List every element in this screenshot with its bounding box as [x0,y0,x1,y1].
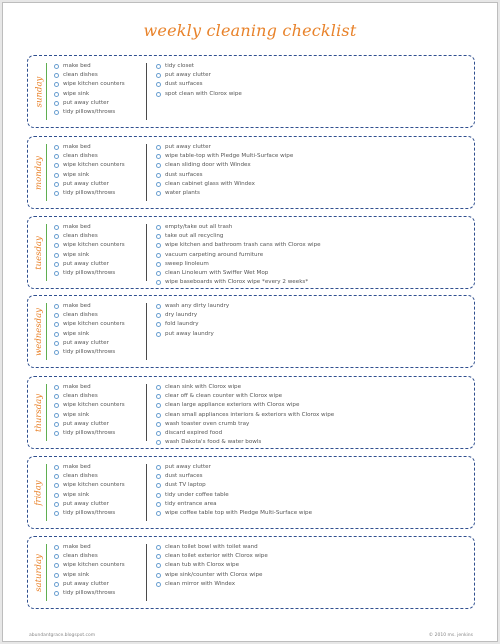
checkbox-circle-icon[interactable] [54,341,59,346]
task-text: wash any dirty laundry [165,303,230,309]
page-title: weekly cleaning checklist [143,21,357,40]
checkbox-circle-icon[interactable] [54,322,59,327]
task-text: wipe sink [63,491,90,498]
task-text: take out all recycling [165,233,224,240]
task-text: water plants [165,189,200,196]
checklist-item[interactable] [156,438,466,447]
checkbox-circle-icon[interactable] [54,234,59,239]
checklist-item[interactable] [156,260,466,269]
checkbox-circle-icon[interactable] [156,163,161,168]
checkbox-circle-icon[interactable] [54,182,59,187]
task-text: wipe kitchen counters [63,81,125,88]
checklist-item[interactable] [54,241,142,250]
checkbox-circle-icon[interactable] [156,73,161,78]
checkbox-circle-icon[interactable] [156,253,161,258]
checkbox-circle-icon[interactable] [54,101,59,106]
task-text: clean cabinet glass with Windex [165,180,255,187]
checkbox-circle-icon[interactable] [156,322,161,327]
checkbox-circle-icon[interactable] [54,304,59,309]
column-divider [146,144,147,201]
divider-line [46,224,47,281]
checklist-item[interactable] [156,500,466,509]
checklist-item[interactable] [54,161,142,170]
checklist-item[interactable] [156,241,466,250]
checkbox-circle-icon[interactable] [156,280,161,285]
daily-task-list [54,543,142,598]
divider-line [46,63,47,120]
checklist-item[interactable] [156,80,466,89]
checklist-item[interactable] [54,491,142,500]
checkbox-circle-icon[interactable] [156,243,161,248]
checkbox-circle-icon[interactable] [54,474,59,479]
checklist-item[interactable] [156,420,466,429]
task-text: clean dishes [63,312,98,319]
task-text: wipe sink [63,411,90,418]
checkbox-circle-icon[interactable] [156,191,161,196]
checklist-item[interactable] [54,80,142,89]
task-text: sweep linoleum [165,260,209,267]
task-text: clean dishes [63,473,98,480]
task-text: clean dishes [63,393,98,400]
checkbox-circle-icon[interactable] [54,582,59,587]
checklist-item[interactable] [156,401,466,410]
day-task-list [156,62,466,99]
checkbox-circle-icon[interactable] [54,431,59,436]
daily-task-list [54,302,142,357]
divider-line [46,464,47,521]
checklist-item[interactable] [54,348,142,357]
checklist-item[interactable] [54,320,142,329]
divider-line [46,384,47,441]
checklist-item[interactable] [54,481,142,490]
task-text: clean sliding door with Windex [165,162,251,169]
checklist-item[interactable] [156,62,466,71]
checkbox-circle-icon[interactable] [156,493,161,498]
day-section-monday [27,136,475,209]
task-text: put away clutter [165,72,211,79]
checkbox-circle-icon[interactable] [156,545,161,550]
task-text: put away clutter [165,144,211,150]
task-text: put away clutter [63,99,109,106]
checklist-item[interactable] [54,392,142,401]
checklist-item[interactable] [156,302,466,311]
checklist-item[interactable] [54,223,142,232]
task-text: wipe kitchen counters [63,242,125,249]
task-text: wipe table-top with Pledge Multi-Surface wipe [165,153,294,160]
task-text: dust surfaces [165,473,203,480]
checklist-item[interactable] [156,143,466,152]
checklist-item[interactable] [156,269,466,278]
checklist-item[interactable] [54,543,142,552]
day-name: thursday [34,393,45,432]
checkbox-circle-icon[interactable] [54,173,59,178]
checklist-item[interactable] [54,171,142,180]
task-text: fold laundry [165,321,199,328]
checkbox-circle-icon[interactable] [156,474,161,479]
task-text: dry laundry [165,312,198,319]
task-text: clean small appliances interiors & exteriors with Clorox wipe [165,411,335,418]
checklist-item[interactable] [156,152,466,161]
checkbox-circle-icon[interactable] [54,262,59,267]
checkbox-circle-icon[interactable] [156,385,161,390]
checklist-item[interactable] [54,180,142,189]
task-text: put away clutter [165,464,211,470]
checklist-item[interactable] [156,171,466,180]
task-text: clean dishes [63,72,98,79]
checklist-item[interactable] [54,302,142,311]
checklist-item[interactable] [54,90,142,99]
checklist-item[interactable] [156,189,466,198]
checklist-item[interactable] [156,251,466,260]
task-text: clean sink with Clorox wipe [165,384,242,390]
checklist-item[interactable] [54,429,142,438]
task-text: make bed [63,224,91,230]
task-text: wipe coffee table top with Pledge Multi-Surface wipe [165,509,313,516]
checkbox-circle-icon[interactable] [156,403,161,408]
checkbox-circle-icon[interactable] [54,191,59,196]
checkbox-circle-icon[interactable] [156,304,161,309]
task-text: clean large appliance exteriors with Clorox wipe [165,402,300,409]
checkbox-circle-icon[interactable] [156,582,161,587]
checklist-item[interactable] [54,62,142,71]
column-divider [146,303,147,360]
checkbox-circle-icon[interactable] [54,154,59,159]
day-name: saturday [34,553,45,592]
divider-line [46,144,47,201]
checklist-item[interactable] [156,383,466,392]
checklist-item[interactable] [54,411,142,420]
checklist-item[interactable] [54,571,142,580]
checklist-item[interactable] [54,143,142,152]
task-text: wipe kitchen counters [63,562,125,569]
checklist-item[interactable] [156,472,466,481]
checklist-item[interactable] [54,269,142,278]
task-text: clean Linoleum with Swiffer Wet Mop [165,269,269,276]
checkbox-circle-icon[interactable] [156,313,161,318]
day-task-list [156,143,466,198]
day-section-wednesday [27,295,475,368]
checkbox-circle-icon[interactable] [54,145,59,150]
task-text: vacuum carpeting around furniture [165,251,264,258]
checkbox-circle-icon[interactable] [54,403,59,408]
task-text: put away clutter [63,580,109,587]
checklist-item[interactable] [156,509,466,518]
checklist-page [2,2,498,642]
task-text: clean tub with Clorox wipe [165,562,240,569]
task-text: tidy pillows/throws [63,189,116,196]
checklist-item[interactable] [156,320,466,329]
task-text: wash Dakota's food & water bowls [165,439,262,446]
checklist-item[interactable] [54,311,142,320]
task-text: put away clutter [63,339,109,346]
checkbox-circle-icon[interactable] [156,64,161,69]
checklist-item[interactable] [54,580,142,589]
checklist-item[interactable] [156,561,466,570]
task-text: clean toilet bowl with toilet wand [165,544,258,550]
checkbox-circle-icon[interactable] [156,332,161,337]
checkbox-circle-icon[interactable] [156,173,161,178]
divider-line [46,544,47,601]
column-divider [146,224,147,281]
task-text: tidy pillows/throws [63,108,116,115]
checkbox-circle-icon[interactable] [54,591,59,596]
column-divider [146,384,147,441]
task-text: make bed [63,63,91,69]
checkbox-circle-icon[interactable] [156,271,161,276]
task-text: put away laundry [165,330,214,337]
checkbox-circle-icon[interactable] [54,465,59,470]
checklist-item[interactable] [54,552,142,561]
task-text: clean dishes [63,153,98,160]
checkbox-circle-icon[interactable] [156,511,161,516]
task-text: clean mirror with Windex [165,580,236,587]
checkbox-circle-icon[interactable] [156,262,161,267]
task-text: tidy entrance area [165,500,217,507]
task-text: wipe kitchen counters [63,402,125,409]
day-section-saturday [27,536,475,609]
day-name: tuesday [34,235,44,270]
checkbox-circle-icon[interactable] [54,422,59,427]
checklist-item[interactable] [54,420,142,429]
checkbox-circle-icon[interactable] [156,182,161,187]
checkbox-circle-icon[interactable] [54,554,59,559]
task-text: put away clutter [63,260,109,267]
task-text: tidy pillows/throws [63,589,116,596]
checkbox-circle-icon[interactable] [156,154,161,159]
checklist-item[interactable] [156,223,466,232]
checklist-item[interactable] [156,180,466,189]
checkbox-circle-icon[interactable] [54,394,59,399]
task-text: tidy pillows/throws [63,509,116,516]
checklist-item[interactable] [54,463,142,472]
checkbox-circle-icon[interactable] [156,413,161,418]
checklist-item[interactable] [54,260,142,269]
task-text: put away clutter [63,180,109,187]
checkbox-circle-icon[interactable] [156,431,161,436]
task-text: put away clutter [63,500,109,507]
checkbox-circle-icon[interactable] [54,225,59,230]
checklist-item[interactable] [54,189,142,198]
checkbox-circle-icon[interactable] [156,483,161,488]
checklist-item[interactable] [156,330,466,339]
task-text: make bed [63,384,91,390]
checkbox-circle-icon[interactable] [54,493,59,498]
task-text: wipe sink [63,571,90,578]
checklist-item[interactable] [156,411,466,420]
task-text: tidy under coffee table [165,491,229,498]
checkbox-circle-icon[interactable] [54,502,59,507]
checkbox-circle-icon[interactable] [156,563,161,568]
task-text: tidy closet [165,63,194,69]
footer-source: abundantgrace.blogspot.com [29,633,96,638]
day-name: friday [34,479,44,506]
checklist-item[interactable] [54,71,142,80]
task-text: discard expired food [165,429,223,436]
checklist-item[interactable] [54,509,142,518]
checklist-item[interactable] [156,311,466,320]
checkbox-circle-icon[interactable] [54,413,59,418]
checklist-item[interactable] [54,472,142,481]
checkbox-circle-icon[interactable] [156,225,161,230]
checkbox-circle-icon[interactable] [54,350,59,355]
task-text: wipe kitchen and bathroom trash cans with Clorox wipe [165,242,321,249]
task-text: tidy pillows/throws [63,269,116,276]
checklist-item[interactable] [156,571,466,580]
checkbox-circle-icon[interactable] [54,163,59,168]
checkbox-circle-icon[interactable] [54,82,59,87]
day-name: sunday [34,76,44,107]
task-text: put away clutter [63,420,109,427]
checkbox-circle-icon[interactable] [54,332,59,337]
checklist-item[interactable] [156,278,466,287]
daily-task-list [54,383,142,438]
daily-task-list [54,143,142,198]
task-text: tidy pillows/throws [63,348,116,355]
checklist-item[interactable] [156,392,466,401]
task-text: dust TV laptop [165,482,206,489]
task-text: spot clean with Clorox wipe [165,90,242,97]
task-text: wipe baseboards with Clorox wipe *every 2 weeks* [165,279,309,286]
task-text: tidy pillows/throws [63,429,116,436]
day-section-thursday [27,376,475,449]
checkbox-circle-icon[interactable] [54,563,59,568]
daily-task-list [54,463,142,518]
task-text: dust surfaces [165,171,203,178]
daily-task-list [54,223,142,278]
checkbox-circle-icon[interactable] [54,511,59,516]
task-text: wipe kitchen counters [63,321,125,328]
column-divider [146,464,147,521]
checklist-item[interactable] [156,463,466,472]
checklist-item[interactable] [156,580,466,589]
checkbox-circle-icon[interactable] [156,234,161,239]
checklist-item[interactable] [54,589,142,598]
checkbox-circle-icon[interactable] [156,465,161,470]
checkbox-circle-icon[interactable] [54,271,59,276]
checklist-item[interactable] [156,552,466,561]
task-text: wipe kitchen counters [63,162,125,169]
checkbox-circle-icon[interactable] [54,483,59,488]
day-task-list [156,383,466,447]
task-text: dust surfaces [165,81,203,88]
checklist-item[interactable] [156,543,466,552]
checkbox-circle-icon[interactable] [156,92,161,97]
checklist-item[interactable] [156,161,466,170]
task-text: make bed [63,144,91,150]
day-section-tuesday [27,216,475,289]
task-text: empty/take out all trash [165,224,233,230]
divider-line [46,303,47,360]
checklist-item[interactable] [156,71,466,80]
checkbox-circle-icon[interactable] [156,554,161,559]
checkbox-circle-icon[interactable] [54,385,59,390]
checklist-item[interactable] [54,232,142,241]
checkbox-circle-icon[interactable] [156,573,161,578]
checkbox-circle-icon[interactable] [54,253,59,258]
checkbox-circle-icon[interactable] [156,440,161,445]
checklist-item[interactable] [156,90,466,99]
day-task-list [156,302,466,339]
day-name: wednesday [34,307,44,356]
checkbox-circle-icon[interactable] [54,110,59,115]
checkbox-circle-icon[interactable] [54,92,59,97]
checklist-item[interactable] [54,339,142,348]
checklist-item[interactable] [54,561,142,570]
checklist-item[interactable] [54,108,142,117]
day-section-friday [27,456,475,529]
task-text: wipe sink/counter with Clorox wipe [165,571,263,578]
checkbox-circle-icon[interactable] [156,82,161,87]
daily-task-list [54,62,142,117]
checkbox-circle-icon[interactable] [54,573,59,578]
checkbox-circle-icon[interactable] [156,145,161,150]
checklist-item[interactable] [54,500,142,509]
task-text: clean dishes [63,233,98,240]
column-divider [146,63,147,120]
task-text: wash toaster oven crumb tray [165,420,250,427]
checkbox-circle-icon[interactable] [54,73,59,78]
day-task-list [156,543,466,589]
checklist-item[interactable] [156,232,466,241]
task-text: wipe sink [63,171,90,178]
task-text: wipe kitchen counters [63,482,125,489]
task-text: make bed [63,544,91,550]
task-text: wipe sink [63,251,90,258]
checklist-item[interactable] [156,481,466,490]
day-task-list [156,223,466,287]
checkbox-circle-icon[interactable] [54,64,59,69]
checklist-item[interactable] [54,99,142,108]
task-text: make bed [63,464,91,470]
task-text: clear off & clean counter with Clorox wipe [165,393,283,400]
checklist-item[interactable] [54,383,142,392]
checklist-item[interactable] [156,491,466,500]
task-text: clean toilet exterior with Clorox wipe [165,553,268,560]
column-divider [146,544,147,601]
day-name: monday [34,155,44,190]
checklist-item[interactable] [54,401,142,410]
checkbox-circle-icon[interactable] [156,394,161,399]
checkbox-circle-icon[interactable] [54,313,59,318]
task-text: clean dishes [63,553,98,560]
task-text: wipe sink [63,90,90,97]
day-task-list [156,463,466,518]
checklist-item[interactable] [54,330,142,339]
task-text: wipe sink [63,330,90,337]
checklist-item[interactable] [54,251,142,260]
checkbox-circle-icon[interactable] [156,502,161,507]
checkbox-circle-icon[interactable] [54,545,59,550]
checkbox-circle-icon[interactable] [54,243,59,248]
footer-copyright: © 2010 ms. jenkins [428,633,473,638]
checkbox-circle-icon[interactable] [156,422,161,427]
day-section-sunday [27,55,475,128]
task-text: make bed [63,303,91,309]
checklist-item[interactable] [156,429,466,438]
checklist-item[interactable] [54,152,142,161]
